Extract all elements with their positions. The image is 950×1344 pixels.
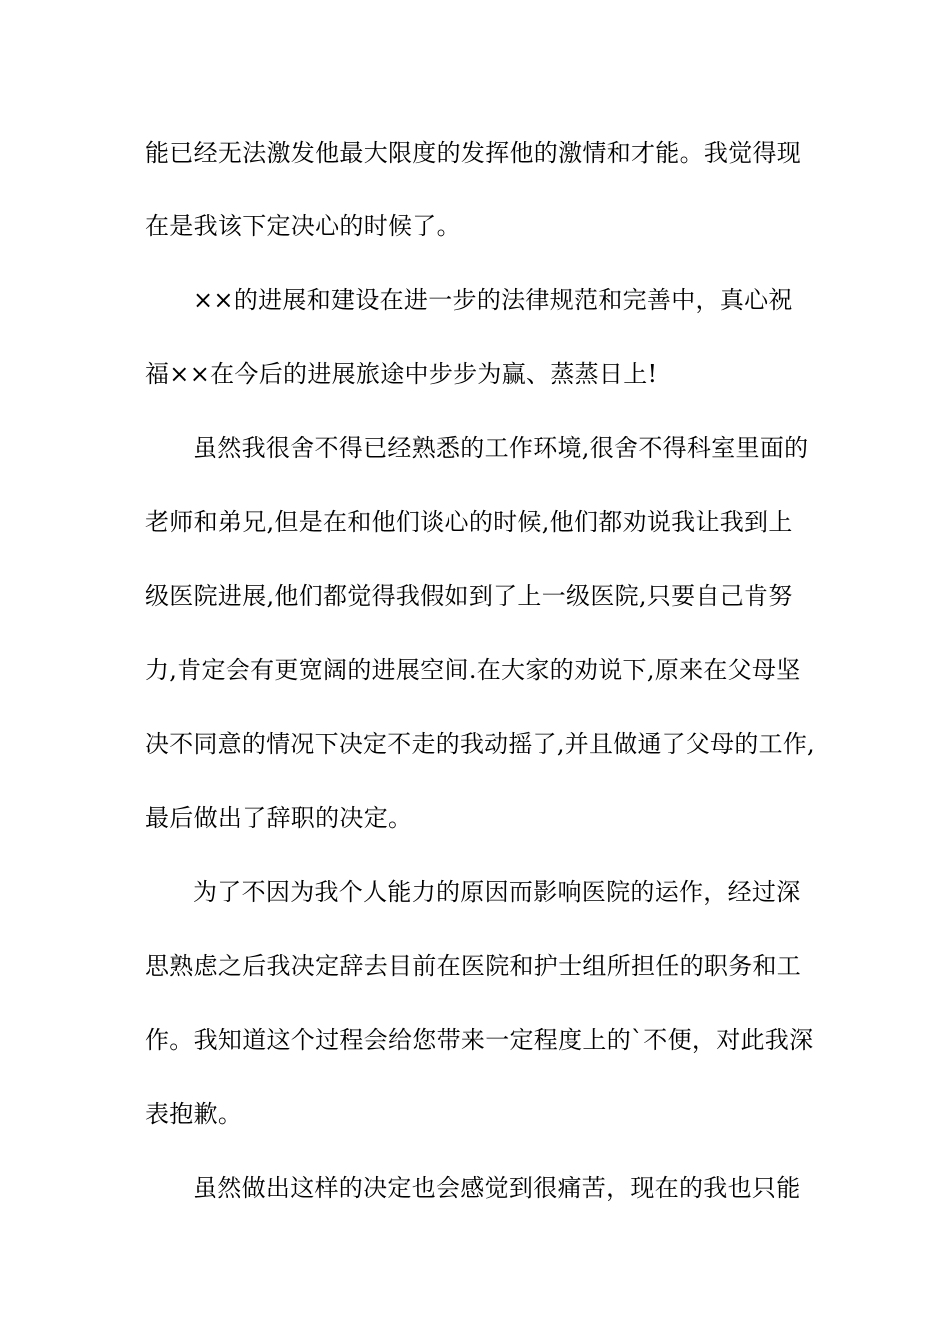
paragraph-start-line: ××的进展和建设在进一步的法律规范和完善中，真心祝 <box>193 286 793 314</box>
text-line: 决不同意的情况下决定不走的我动摇了,并且做通了父母的工作, <box>145 730 815 758</box>
text-line: 力,肯定会有更宽阔的进展空间.在大家的劝说下,原来在父母坚 <box>145 656 801 684</box>
text-line: 级医院进展,他们都觉得我假如到了上一级医院,只要自己肯努 <box>145 582 793 610</box>
text-line: 福××在今后的进展旅途中步步为赢、蒸蒸日上! <box>145 360 658 388</box>
text-line: 在是我该下定决心的时候了。 <box>145 212 461 240</box>
text-line: 能已经无法激发他最大限度的发挥他的激情和才能。我觉得现 <box>145 139 802 167</box>
text-line: 表抱歉。 <box>145 1100 243 1128</box>
text-line: 老师和弟兄,但是在和他们谈心的时候,他们都劝说我让我到上 <box>145 508 793 536</box>
paragraph-start-line: 虽然我很舍不得已经熟悉的工作环境,很舍不得科室里面的 <box>193 434 809 462</box>
text-line: 最后做出了辞职的决定。 <box>145 804 413 832</box>
text-line: 作。我知道这个过程会给您带来一定程度上的`不便，对此我深 <box>145 1026 814 1054</box>
text-line: 思熟虑之后我决定辞去目前在医院和护士组所担任的职务和工 <box>145 952 802 980</box>
paragraph-start-line: 虽然做出这样的决定也会感觉到很痛苦，现在的我也只能 <box>193 1174 801 1202</box>
paragraph-start-line: 为了不因为我个人能力的原因而影响医院的运作，经过深 <box>193 878 801 906</box>
